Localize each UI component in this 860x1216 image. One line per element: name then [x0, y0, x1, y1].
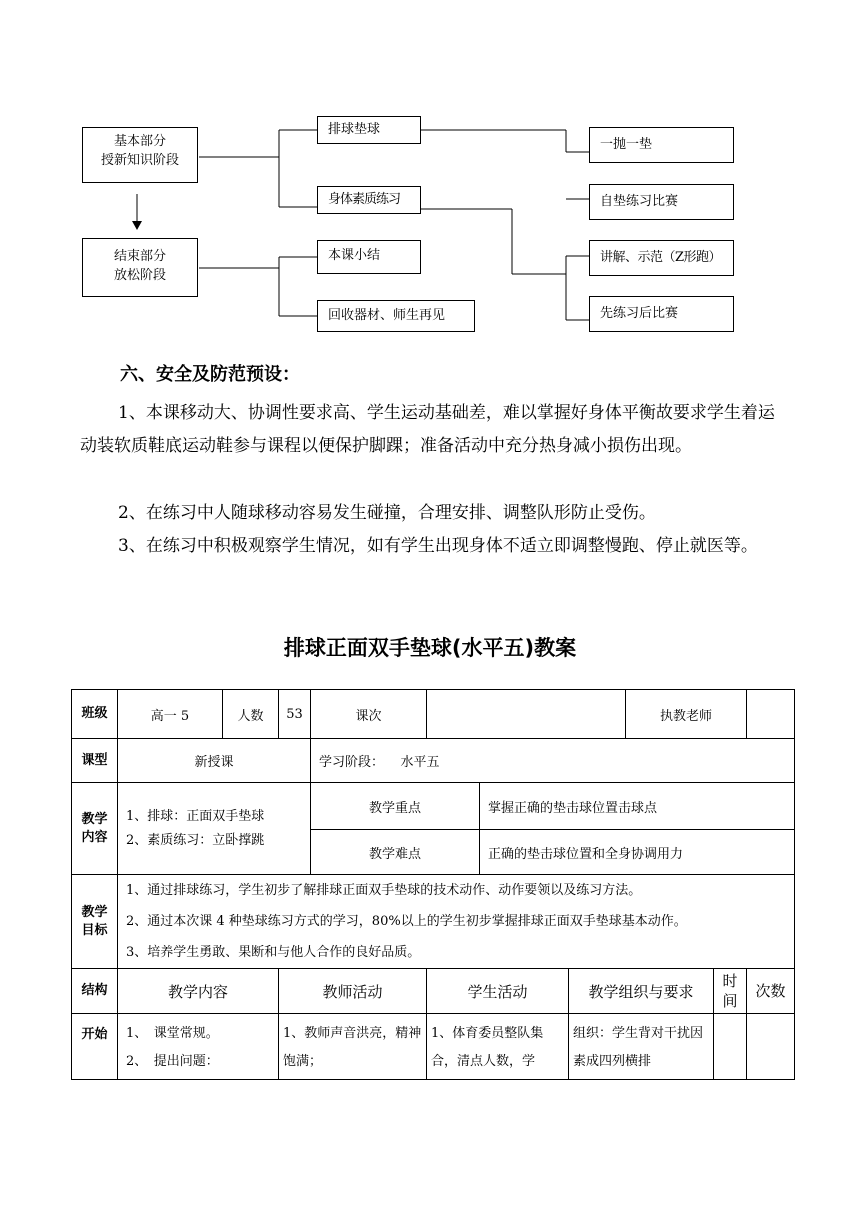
- goals-label: 教学目标: [72, 875, 118, 969]
- count-value: 53: [279, 690, 311, 739]
- stage-value: 水平五: [400, 755, 440, 770]
- content-label: 教学内容: [72, 783, 118, 875]
- difficulty-label: 教学难点: [311, 830, 480, 875]
- goals-list: 1、通过排球练习，学生初步了解排球正面双手垫球的技术动作、动作要领以及练习方法。 2、通过本次课 4 种垫球练习方式的学习，80%以上的学生初步掌握排球正面双手垫球基本动作。 3、培养学生勇敢、果断和与他人合作的良好品质。: [118, 875, 795, 969]
- header-org: 教学组织与要求: [569, 969, 714, 1014]
- header-content: 教学内容: [118, 969, 279, 1014]
- flow-recycle: 回收器材、师生再见: [317, 300, 475, 332]
- safety-item-1: 1、本课移动大、协调性要求高、学生运动基础差，难以掌握好身体平衡故要求学生着运动装软质鞋底运动鞋参与课程以便保护脚踝；准备活动中充分热身减小损伤出现。: [80, 403, 775, 456]
- type-label: 课型: [72, 739, 118, 783]
- class-label: 班级: [72, 690, 118, 739]
- count-label: 人数: [223, 690, 279, 739]
- flow-self-pass: 自垫练习比赛: [589, 184, 734, 220]
- key-point-label: 教学重点: [311, 783, 480, 830]
- difficulty-value: 正确的垫击球位置和全身协调用力: [480, 830, 795, 875]
- header-times: 次数: [747, 969, 795, 1014]
- lesson-no-label: 课次: [311, 690, 427, 739]
- flow-practice-then-game: 先练习后比赛: [589, 296, 734, 332]
- class-value: 高一 5: [118, 690, 223, 739]
- safety-item-2: 2、在练习中人随球移动容易发生碰撞，合理安排、调整队形防止受伤。: [118, 503, 656, 523]
- safety-item-3: 3、在练习中积极观察学生情况，如有学生出现身体不适立即调整慢跑、停止就医等。: [118, 536, 758, 556]
- lesson-no-value: [427, 690, 626, 739]
- document-title: 排球正面双手垫球(水平五)教案: [283, 636, 577, 660]
- flow-volleyball: 排球垫球: [317, 116, 421, 144]
- header-teacher: 教师活动: [279, 969, 427, 1014]
- table-row: [72, 783, 795, 830]
- start-org: 组织：学生背对干扰因素成四列横排: [569, 1014, 714, 1080]
- flow-fitness: 身体素质练习: [317, 186, 421, 214]
- table-row: [72, 1014, 795, 1080]
- table-row: [72, 690, 795, 739]
- start-teacher: 1、教师声音洪亮，精神饱满；: [279, 1014, 427, 1080]
- header-student: 学生活动: [427, 969, 569, 1014]
- key-point-value: 掌握正确的垫击球位置击球点: [480, 783, 795, 830]
- safety-heading: 六、安全及防范预设：: [120, 364, 300, 385]
- table-row: [72, 739, 795, 783]
- teacher-value: [747, 690, 795, 739]
- stage-cell: [311, 739, 795, 783]
- teacher-label: 执教老师: [626, 690, 747, 739]
- flow-summary: 本课小结: [317, 240, 421, 274]
- content-items: 1、排球：正面双手垫球 2、素质练习：立卧撑跳: [118, 783, 311, 875]
- start-time: [714, 1014, 747, 1080]
- flow-toss: 一抛一垫: [589, 127, 734, 163]
- start-content: 1、 课堂常规。 2、 提出问题：: [118, 1014, 279, 1080]
- table-row: [72, 969, 795, 1014]
- lesson-plan-table: [71, 689, 795, 1080]
- start-student: 1、体育委员整队集合，清点人数，学: [427, 1014, 569, 1080]
- flow-basic-part: 基本部分 授新知识阶段: [82, 127, 198, 183]
- type-value: 新授课: [118, 739, 311, 783]
- stage-label: 学习阶段：: [319, 755, 385, 770]
- start-times: [747, 1014, 795, 1080]
- start-label: 开始: [72, 1014, 118, 1080]
- header-structure: 结构: [72, 969, 118, 1014]
- header-time: 时间: [714, 969, 747, 1014]
- table-row: [72, 875, 795, 969]
- flow-explain: 讲解、示范（Z形跑）: [589, 240, 734, 276]
- flow-end-part: 结束部分 放松阶段: [82, 238, 198, 297]
